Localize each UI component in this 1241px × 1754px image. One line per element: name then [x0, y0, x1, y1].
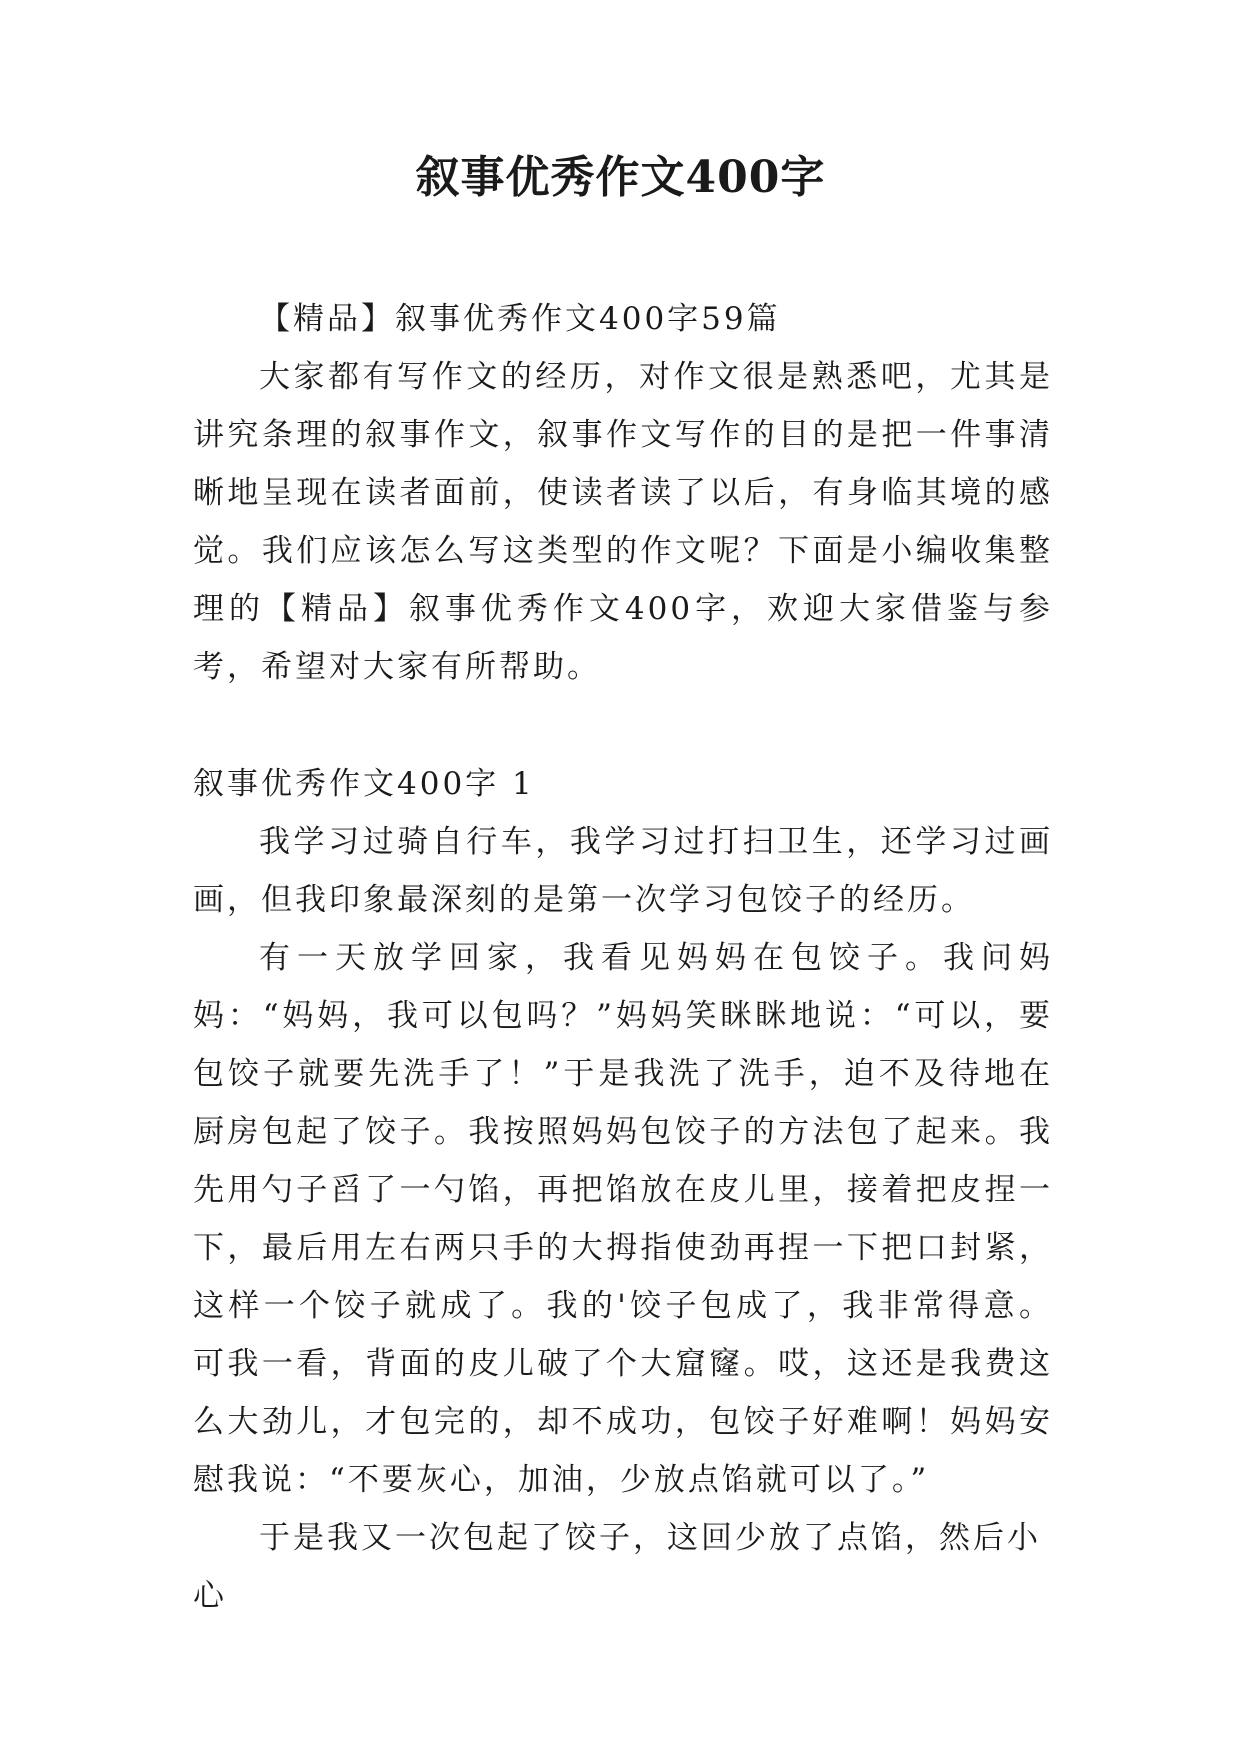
intro-heading: 【精品】叙事优秀作文400字59篇	[259, 301, 781, 337]
story-paragraph-1: 我学习过骑自行车，我学习过打扫卫生，还学习过画画，但我印象最深刻的是第一次学习包饺子的经历。	[193, 824, 1053, 918]
story-paragraph-3: 于是我又一次包起了饺子，这回少放了点馅，然后小心	[193, 1520, 1041, 1614]
story-paragraph-2: 有一天放学回家，我看见妈妈在包饺子。我问妈妈：“妈妈，我可以包吗？”妈妈笑眯眯地说：“可以，要包饺子就要先洗手了！”于是我洗了洗手，迫不及待地在厨房包起了饺子。我按照妈妈包饺子的方法包了起来。我先用勺子舀了一勺馅，再把馅放在皮儿里，接着把皮捏一下，最后用左右两只手的大拇指使劲再捏一下把口封紧，这样一个饺子就成了。我的'饺子包成了，我非常得意。可我一看，背面的皮儿破了个大窟窿。哎，这还是我费这么大劲儿，才包完的，却不成功，包饺子好难啊！妈妈安慰我说：“不要灰心，加油，少放点馅就可以了。”	[193, 940, 1053, 1498]
section-heading: 叙事优秀作文400字 1	[193, 766, 535, 802]
intro-paragraph: 大家都有写作文的经历，对作文很是熟悉吧，尤其是讲究条理的叙事作文，叙事作文写作的目的是把一件事清晰地呈现在读者面前，使读者读了以后，有身临其境的感觉。我们应该怎么写这类型的作文呢？下面是小编收集整理的【精品】叙事优秀作文400字，欢迎大家借鉴与参考，希望对大家有所帮助。	[193, 359, 1053, 685]
document-title: 叙事优秀作文400字	[415, 152, 826, 203]
